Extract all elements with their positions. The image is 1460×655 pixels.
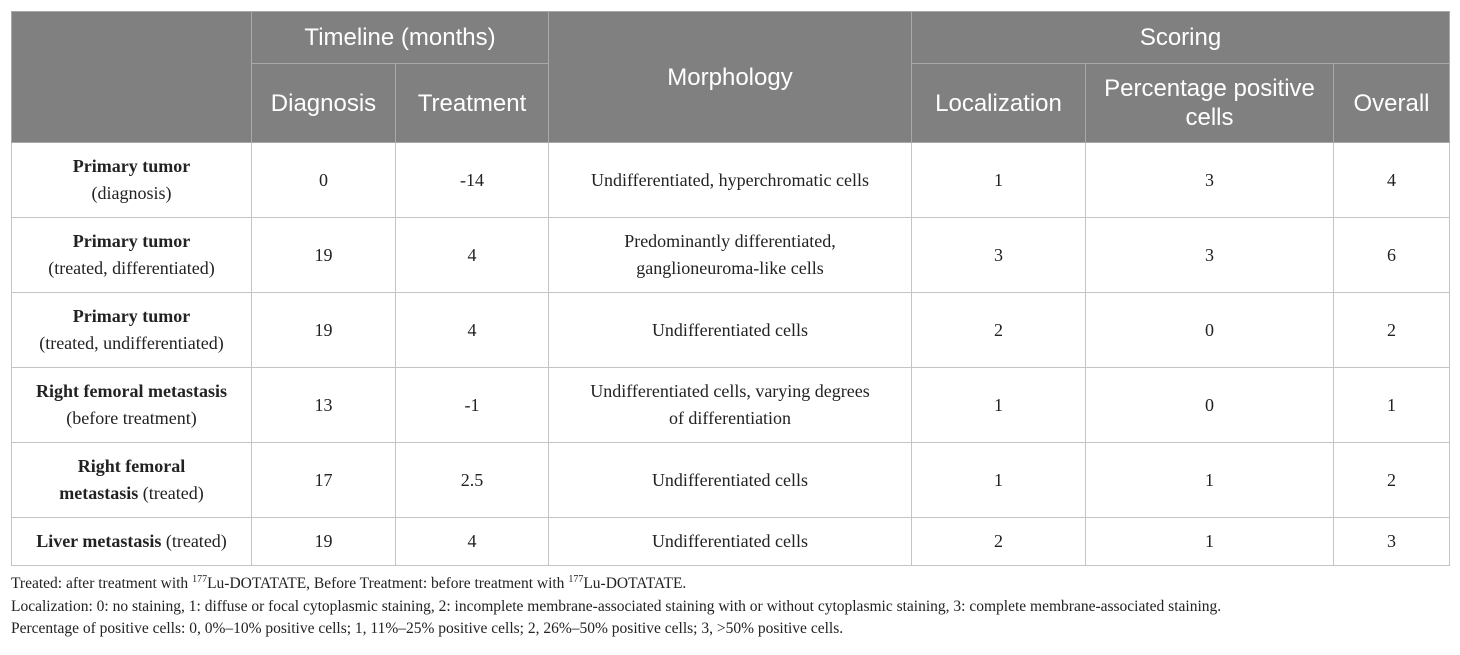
sample-cell — [12, 368, 252, 443]
localization-cell: 1 — [912, 443, 1086, 518]
sample-note: (before treatment) — [66, 408, 197, 428]
percentage-cell: 3 — [1086, 143, 1334, 218]
table-row — [12, 143, 1450, 218]
morphology-cell: Undifferentiated cells — [549, 293, 912, 368]
sample-name-cont: metastasis — [59, 483, 139, 503]
treatment-cell: 4 — [396, 293, 549, 368]
morphology-line: Undifferentiated cells, varying degrees — [590, 381, 870, 401]
diagnosis-cell: 13 — [252, 368, 396, 443]
treatment-cell: -14 — [396, 143, 549, 218]
percentage-cell: 1 — [1086, 518, 1334, 566]
overall-cell: 4 — [1334, 143, 1450, 218]
sample-name: Primary tumor — [72, 156, 191, 176]
header-percentage: Percentage positive cells — [1086, 64, 1334, 143]
isotope-superscript: 177 — [568, 573, 584, 585]
localization-cell: 2 — [912, 518, 1086, 566]
morphology-cell: Undifferentiated cells — [549, 518, 912, 566]
header-treatment: Treatment — [396, 64, 549, 143]
table-row — [12, 218, 1450, 293]
sample-name: Primary tumor — [72, 231, 191, 251]
table-row — [12, 293, 1450, 368]
treatment-cell: 2.5 — [396, 443, 549, 518]
table-row — [12, 518, 1450, 566]
table-row — [12, 368, 1450, 443]
sample-note: (treated) — [142, 483, 204, 503]
header-morphology: Morphology — [549, 12, 912, 143]
sample-name: Right femoral — [77, 456, 186, 476]
percentage-cell: 0 — [1086, 293, 1334, 368]
sample-cell — [12, 143, 252, 218]
overall-cell: 6 — [1334, 218, 1450, 293]
header-row-1 — [12, 12, 1450, 64]
header-diagnosis: Diagnosis — [252, 64, 396, 143]
sample-cell — [12, 293, 252, 368]
sample-note: (diagnosis) — [91, 183, 172, 203]
diagnosis-cell: 19 — [252, 518, 396, 566]
overall-cell: 3 — [1334, 518, 1450, 566]
sample-cell — [12, 443, 252, 518]
localization-cell: 1 — [912, 368, 1086, 443]
footnote-text: Lu-DOTATATE, Before Treatment: before treatment with — [207, 575, 569, 592]
data-table — [11, 11, 1450, 566]
sample-name: Primary tumor — [72, 306, 191, 326]
sample-name: Right femoral metastasis — [36, 381, 227, 401]
localization-cell: 2 — [912, 293, 1086, 368]
sample-note: (treated) — [165, 531, 227, 551]
footnote-localization: Localization: 0: no staining, 1: diffuse or focal cytoplasmic staining, 2: incomplete membrane-associated staining with or without cytoplasmic staining, 3: complete membrane-associated staining. — [11, 597, 1222, 615]
sample-note: (treated, differentiated) — [48, 258, 215, 278]
footnote-text: Treated: after treatment with — [11, 575, 193, 592]
morphology-cell: Undifferentiated cells — [549, 443, 912, 518]
percentage-cell: 1 — [1086, 443, 1334, 518]
morphology-line: of differentiation — [668, 408, 792, 428]
table-row — [12, 443, 1450, 518]
diagnosis-cell: 17 — [252, 443, 396, 518]
morphology-line: ganglioneuroma-like cells — [636, 258, 824, 278]
diagnosis-cell: 19 — [252, 218, 396, 293]
header-sample — [12, 12, 252, 143]
morphology-cell — [549, 368, 912, 443]
morphology-line: Predominantly differentiated, — [624, 231, 836, 251]
morphology-cell: Undifferentiated, hyperchromatic cells — [549, 143, 912, 218]
percentage-cell: 0 — [1086, 368, 1334, 443]
header-timeline: Timeline (months) — [252, 12, 549, 64]
localization-cell: 1 — [912, 143, 1086, 218]
localization-cell: 3 — [912, 218, 1086, 293]
sample-note: (treated, undifferentiated) — [39, 333, 224, 353]
diagnosis-cell: 0 — [252, 143, 396, 218]
percentage-cell: 3 — [1086, 218, 1334, 293]
treatment-cell: 4 — [396, 518, 549, 566]
header-localization: Localization — [912, 64, 1086, 143]
table-footnotes — [11, 573, 1456, 641]
overall-cell: 1 — [1334, 368, 1450, 443]
sample-cell — [12, 218, 252, 293]
treatment-cell: 4 — [396, 218, 549, 293]
footnote-text: Lu-DOTATATE. — [583, 575, 687, 592]
footnote-percentage: Percentage of positive cells: 0, 0%–10% positive cells; 1, 11%–25% positive cells; 2, 26%–50% positive cells; 3, >50% positive cells. — [11, 620, 844, 637]
diagnosis-cell: 19 — [252, 293, 396, 368]
overall-cell: 2 — [1334, 293, 1450, 368]
isotope-superscript: 177 — [192, 573, 208, 585]
header-overall: Overall — [1334, 64, 1450, 143]
footnote-treated — [11, 573, 1456, 596]
treatment-cell: -1 — [396, 368, 549, 443]
sample-cell — [12, 518, 252, 566]
header-scoring: Scoring — [912, 12, 1450, 64]
overall-cell: 2 — [1334, 443, 1450, 518]
sample-name: Liver metastasis — [36, 531, 162, 551]
morphology-cell — [549, 218, 912, 293]
